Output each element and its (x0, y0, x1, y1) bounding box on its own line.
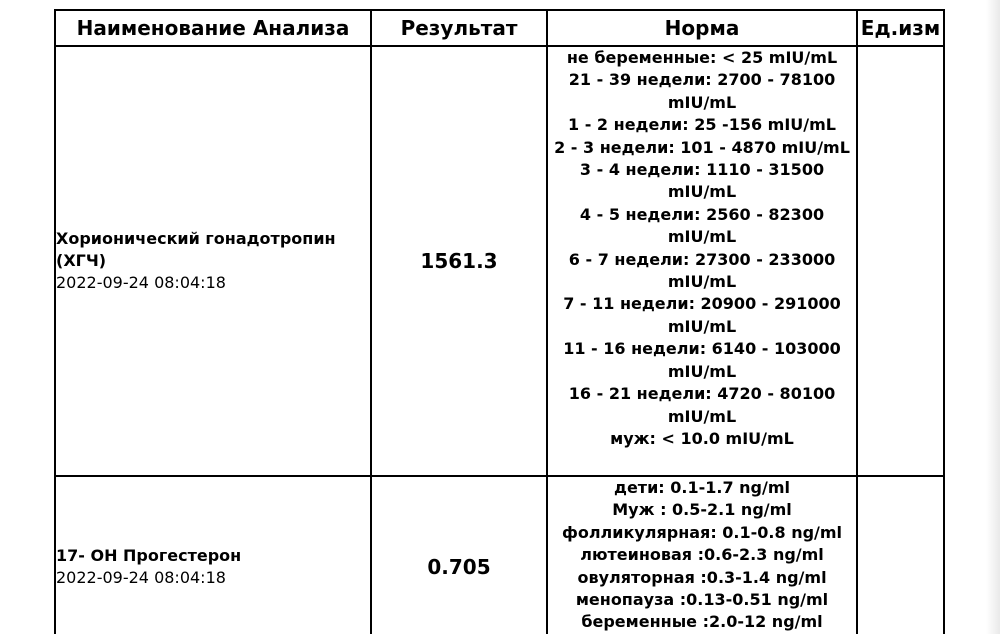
lab-results-table (54, 9, 945, 634)
test-unit (857, 46, 944, 476)
header-norm: Норма (547, 10, 857, 46)
reference-range-line: 16 - 21 недели: 4720 - 80100 mIU/mL (568, 384, 836, 426)
reference-range-line: 3 - 4 недели: 1110 - 31500 mIU/mL (579, 160, 825, 202)
reference-range-line: лютеиновая :0.6-2.3 ng/ml (580, 545, 824, 565)
reference-range-line: не беременные: < 25 mIU/mL (566, 48, 838, 67)
reference-range-line: 7 - 11 недели: 20900 - 291000 mIU/mL (563, 294, 841, 336)
page-edge-shadow (986, 0, 1000, 634)
reference-range-line: муж: < 10.0 mIU/mL (610, 428, 794, 448)
test-result: 0.705 (371, 476, 547, 634)
reference-range-line: 21 - 39 недели: 2700 - 78100 mIU/mL (568, 70, 836, 112)
test-name: Хорионический гонадотропин (ХГЧ) (56, 229, 336, 270)
reference-range-line: 2 - 3 недели: 101 - 4870 mIU/mL (554, 137, 850, 157)
header-unit: Ед.изм (857, 10, 944, 46)
test-name: 17- ОН Прогестерон (56, 546, 242, 565)
reference-range-line: фолликулярная: 0.1-0.8 ng/ml (561, 522, 843, 542)
header-test-name: Наименование Анализа (55, 10, 371, 46)
reference-range-line: беременные :2.0-12 ng/ml (581, 612, 823, 632)
test-name-cell (55, 476, 371, 634)
reference-range-line: Муж : 0.5-2.1 ng/ml (612, 500, 792, 520)
reference-range-line: 4 - 5 недели: 2560 - 82300 mIU/mL (579, 204, 825, 247)
reference-range-line: 1 - 2 недели: 25 -156 mIU/mL (568, 115, 836, 135)
reference-range-line: овуляторная :0.3-1.4 ng/ml (577, 567, 827, 587)
reference-range-cell (547, 476, 857, 634)
table-row (55, 46, 944, 476)
reference-range-cell (547, 46, 857, 476)
header-result: Результат (371, 10, 547, 46)
test-result: 1561.3 (371, 46, 547, 476)
reference-range-line: 6 - 7 недели: 27300 - 233000 mIU/mL (568, 249, 836, 292)
test-date: 2022-09-24 08:04:18 (56, 273, 226, 292)
reference-range-line: 11 - 16 недели: 6140 - 103000 mIU/mL (563, 339, 841, 381)
test-unit (857, 476, 944, 634)
table-row (55, 476, 944, 634)
reference-range-line: дети: 0.1-1.7 ng/ml (614, 478, 790, 497)
table-header-row (55, 10, 944, 46)
test-name-cell (55, 46, 371, 476)
reference-range-line: менопауза :0.13-0.51 ng/ml (575, 590, 829, 610)
test-date: 2022-09-24 08:04:18 (56, 568, 226, 587)
